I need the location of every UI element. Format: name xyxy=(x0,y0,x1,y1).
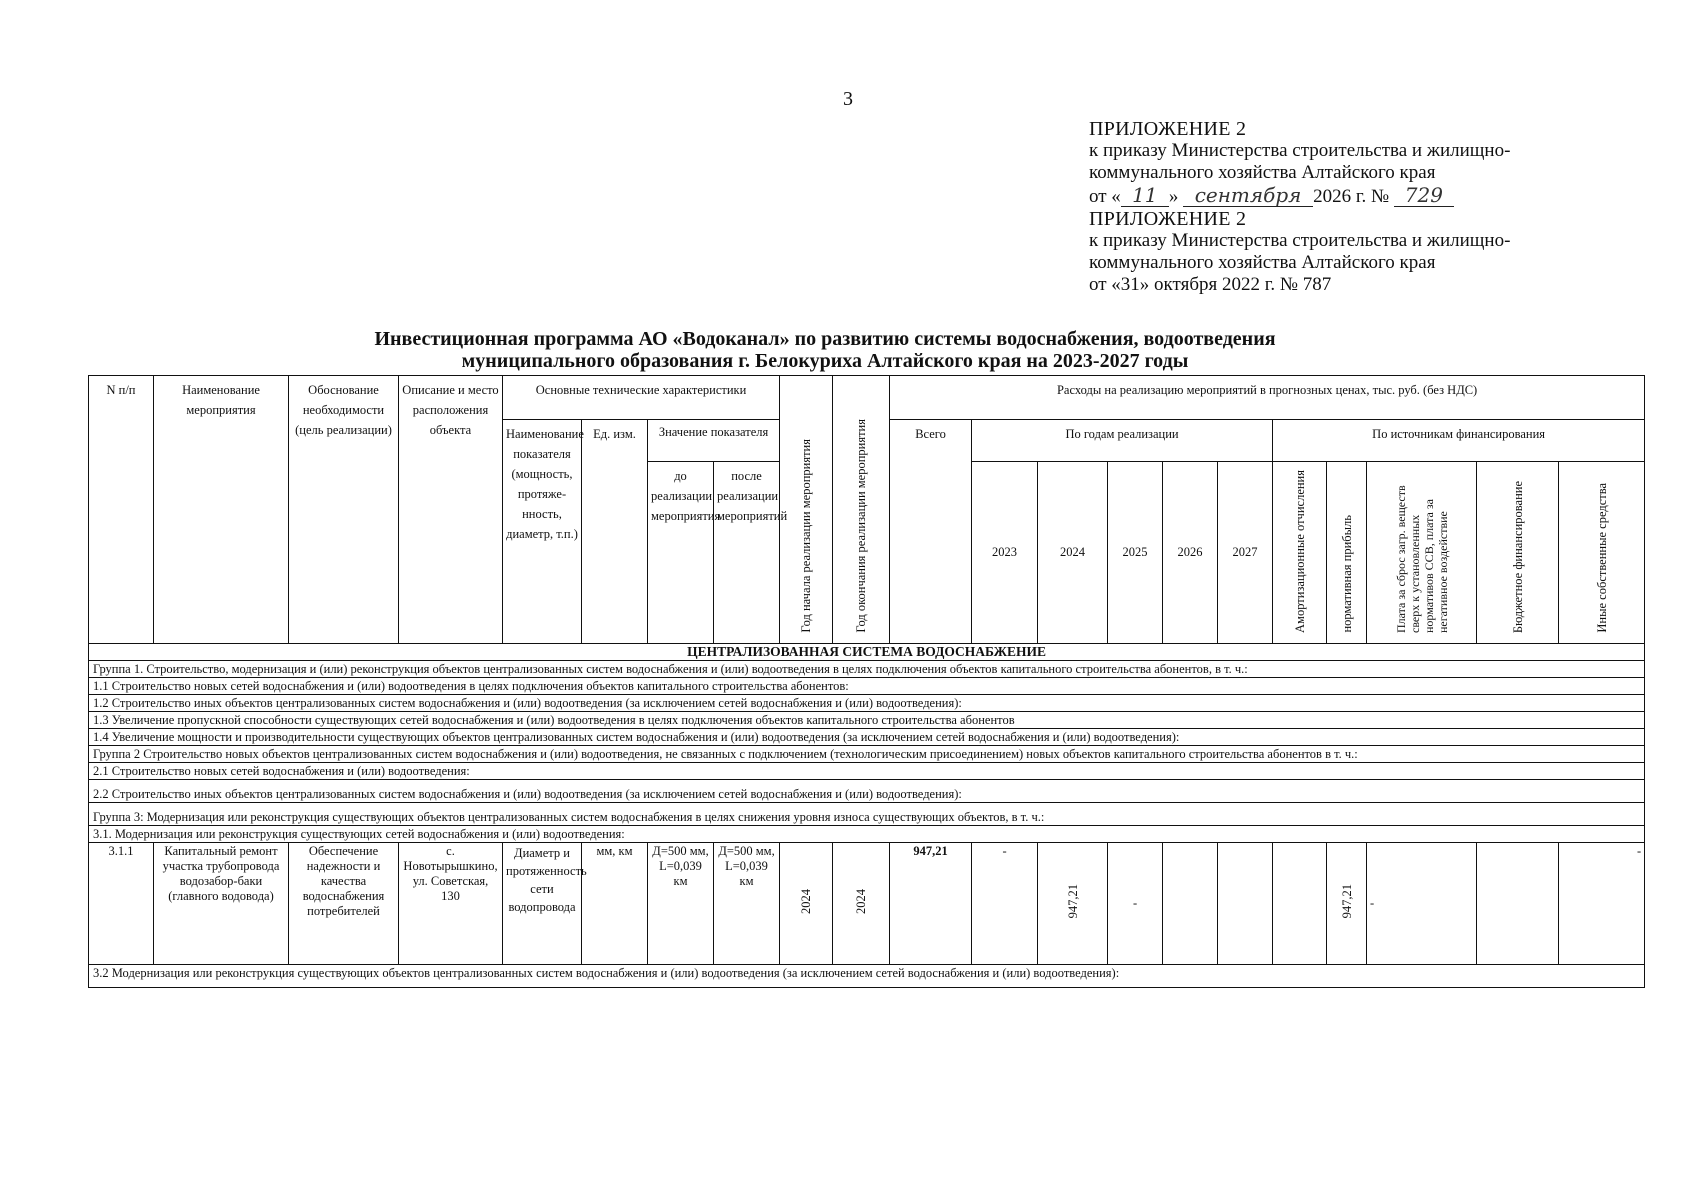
group-row: 2.1 Строительство новых сетей водоснабжения и (или) водоотведения: xyxy=(89,763,1645,780)
header-source-amort: Амортизационные отчисления xyxy=(1273,462,1327,644)
header-tech: Основные технические характеристики xyxy=(503,376,780,420)
group-row: 1.2 Строительство иных объектов централизованных систем водоснабжения и (или) водоотведения (за исключением сетей водоснабжения и (или) водоотведения): xyxy=(89,695,1645,712)
investment-table xyxy=(88,375,1645,988)
header-by-sources: По источникам финансирования xyxy=(1273,420,1645,462)
document-title xyxy=(250,328,1400,372)
row-before: Д=500 мм, L=0,039 км xyxy=(648,843,714,965)
row-fee: - xyxy=(1367,843,1477,965)
group-row: Группа 3: Модернизация или реконструкция существующих объектов централизованных систем водоснабжения в целях снижения уровня износа существующих объектов, в т. ч.: xyxy=(89,803,1645,826)
group-row: 1.3 Увеличение пропускной способности существующих сетей водоснабжения и (или) водоотведения в целях подключения объектов капитального строительства абонентов xyxy=(89,712,1645,729)
header-year-end: Год окончания реализации мероприятия xyxy=(833,376,890,644)
group-row: 1.1 Строительство новых сетей водоснабжения и (или) водоотведения в целях подключения объектов капитального строительства абонентов: xyxy=(89,678,1645,695)
group-row: 2.2 Строительство иных объектов централизованных систем водоснабжения и (или) водоотведения (за исключением сетей водоснабжения и (или) водоотведения): xyxy=(89,780,1645,803)
header-name: Наименование мероприятия xyxy=(154,376,289,644)
group-row: Группа 2 Строительство новых объектов централизованных систем водоснабжения и (или) водоотведения, не связанных с подключением (технологическим присоединением) новых объектов капитального строительства абонентов в т. ч.: xyxy=(89,746,1645,763)
row-profit: 947,21 xyxy=(1327,843,1367,965)
header-after: после реализации мероприятий xyxy=(714,462,780,644)
header-before: до реализации мероприятия xyxy=(648,462,714,644)
header-total: Всего xyxy=(890,420,972,644)
footer-group-row: 3.2 Модернизация или реконструкция существующих объектов централизованных систем водоснабжения и (или) водоотведения (за исключением сетей водоснабжения и (или) водоотведения): xyxy=(89,965,1645,988)
header-year-2025: 2025 xyxy=(1108,462,1163,644)
group-row: 3.1. Модернизация или реконструкция существующих сетей водоснабжения и (или) водоотведения: xyxy=(89,826,1645,843)
table-row xyxy=(89,843,1645,965)
row-basis: Обеспечение надежности и качества водоснабжения потребителей xyxy=(289,843,399,965)
date-mid: » xyxy=(1168,186,1179,207)
row-num: 3.1.1 xyxy=(89,843,154,965)
group-row: 1.4 Увеличение мощности и производительности существующих объектов централизованных систем водоснабжения и (или) водоотведения (за исключением сетей водоснабжения и (или) водоотведения): xyxy=(89,729,1645,746)
header-value: Значение показателя xyxy=(648,420,780,462)
row-location: с. Новотырышкино, ул. Советская, 130 xyxy=(399,843,503,965)
appendix-new-date xyxy=(1089,184,1649,208)
row-indicator: Диаметр и протяженность сети водопровода xyxy=(503,843,582,965)
row-2024: 947,21 xyxy=(1038,843,1108,965)
appendix-old-line2: коммунального хозяйства Алтайского края xyxy=(1089,252,1436,273)
header-source-fee: Плата за сброс загр. веществ сверх к установленных нормативов ССВ, плата за негативное воздействие xyxy=(1367,462,1477,644)
section-title: ЦЕНТРАЛИЗОВАННАЯ СИСТЕМА ВОДОСНАБЖЕНИЕ xyxy=(89,644,1645,661)
row-year-end: 2024 xyxy=(833,843,890,965)
appendix-new-line1: к приказу Министерства строительства и жилищно- xyxy=(1089,140,1511,161)
row-name: Капитальный ремонт участка трубопровода водозабор-баки (главного водовода) xyxy=(154,843,289,965)
header-year-start: Год начала реализации мероприятия xyxy=(780,376,833,644)
header-tech-name: Наименование показателя (мощность, протяже-нность, диаметр, т.п.) xyxy=(503,420,582,644)
appendix-old-date: от «31» октября 2022 г. № 787 xyxy=(1089,274,1332,295)
header-unit: Ед. изм. xyxy=(582,420,648,644)
appendix-new-line2: коммунального хозяйства Алтайского края xyxy=(1089,162,1436,183)
row-unit: мм, км xyxy=(582,843,648,965)
row-2027 xyxy=(1218,843,1273,965)
row-budget xyxy=(1477,843,1559,965)
appendix-old-line1: к приказу Министерства строительства и жилищно- xyxy=(1089,230,1511,251)
header-year-2024: 2024 xyxy=(1038,462,1108,644)
title-line1: Инвестиционная программа АО «Водоканал» по развитию системы водоснабжения, водоотведения xyxy=(374,328,1276,350)
row-total: 947,21 xyxy=(890,843,972,965)
row-year-start: 2024 xyxy=(780,843,833,965)
handwritten-day: 11 xyxy=(1121,184,1169,207)
date-prefix: от « xyxy=(1089,186,1121,207)
appendix-new xyxy=(1089,118,1649,296)
row-after: Д=500 мм, L=0,039 км xyxy=(714,843,780,965)
row-2025: - xyxy=(1108,843,1163,965)
header-source-budget: Бюджетное финансирование xyxy=(1477,462,1559,644)
header-num: N п/п xyxy=(89,376,154,644)
appendix-old-title: ПРИЛОЖЕНИЕ 2 xyxy=(1089,208,1247,230)
header-costs: Расходы на реализацию мероприятий в прогнозных ценах, тыс. руб. (без НДС) xyxy=(890,376,1645,420)
title-line2: муниципального образования г. Белокуриха Алтайского края на 2023-2027 годы xyxy=(461,350,1189,372)
header-source-profit: нормативная прибыль xyxy=(1327,462,1367,644)
page-number: 3 xyxy=(843,88,853,110)
row-2023: - xyxy=(972,843,1038,965)
header-year-2023: 2023 xyxy=(972,462,1038,644)
handwritten-month: сентября xyxy=(1183,184,1313,207)
row-amort xyxy=(1273,843,1327,965)
appendix-new-title: ПРИЛОЖЕНИЕ 2 xyxy=(1089,118,1247,140)
header-by-years: По годам реализации xyxy=(972,420,1273,462)
row-other: - xyxy=(1559,843,1645,965)
handwritten-number: 729 xyxy=(1394,184,1454,207)
header-location: Описание и место расположения объекта xyxy=(399,376,503,644)
row-2026 xyxy=(1163,843,1218,965)
header-year-2027: 2027 xyxy=(1218,462,1273,644)
group-row: Группа 1. Строительство, модернизация и (или) реконструкция объектов централизованных систем водоснабжения и (или) водоотведения в целях подключения объектов капитального строительства абонентов, в т. ч.: xyxy=(89,661,1645,678)
date-year: 2026 г. № xyxy=(1313,186,1390,207)
header-basis: Обоснование необходимости (цель реализации) xyxy=(289,376,399,644)
header-source-other: Иные собственные средства xyxy=(1559,462,1645,644)
header-year-2026: 2026 xyxy=(1163,462,1218,644)
